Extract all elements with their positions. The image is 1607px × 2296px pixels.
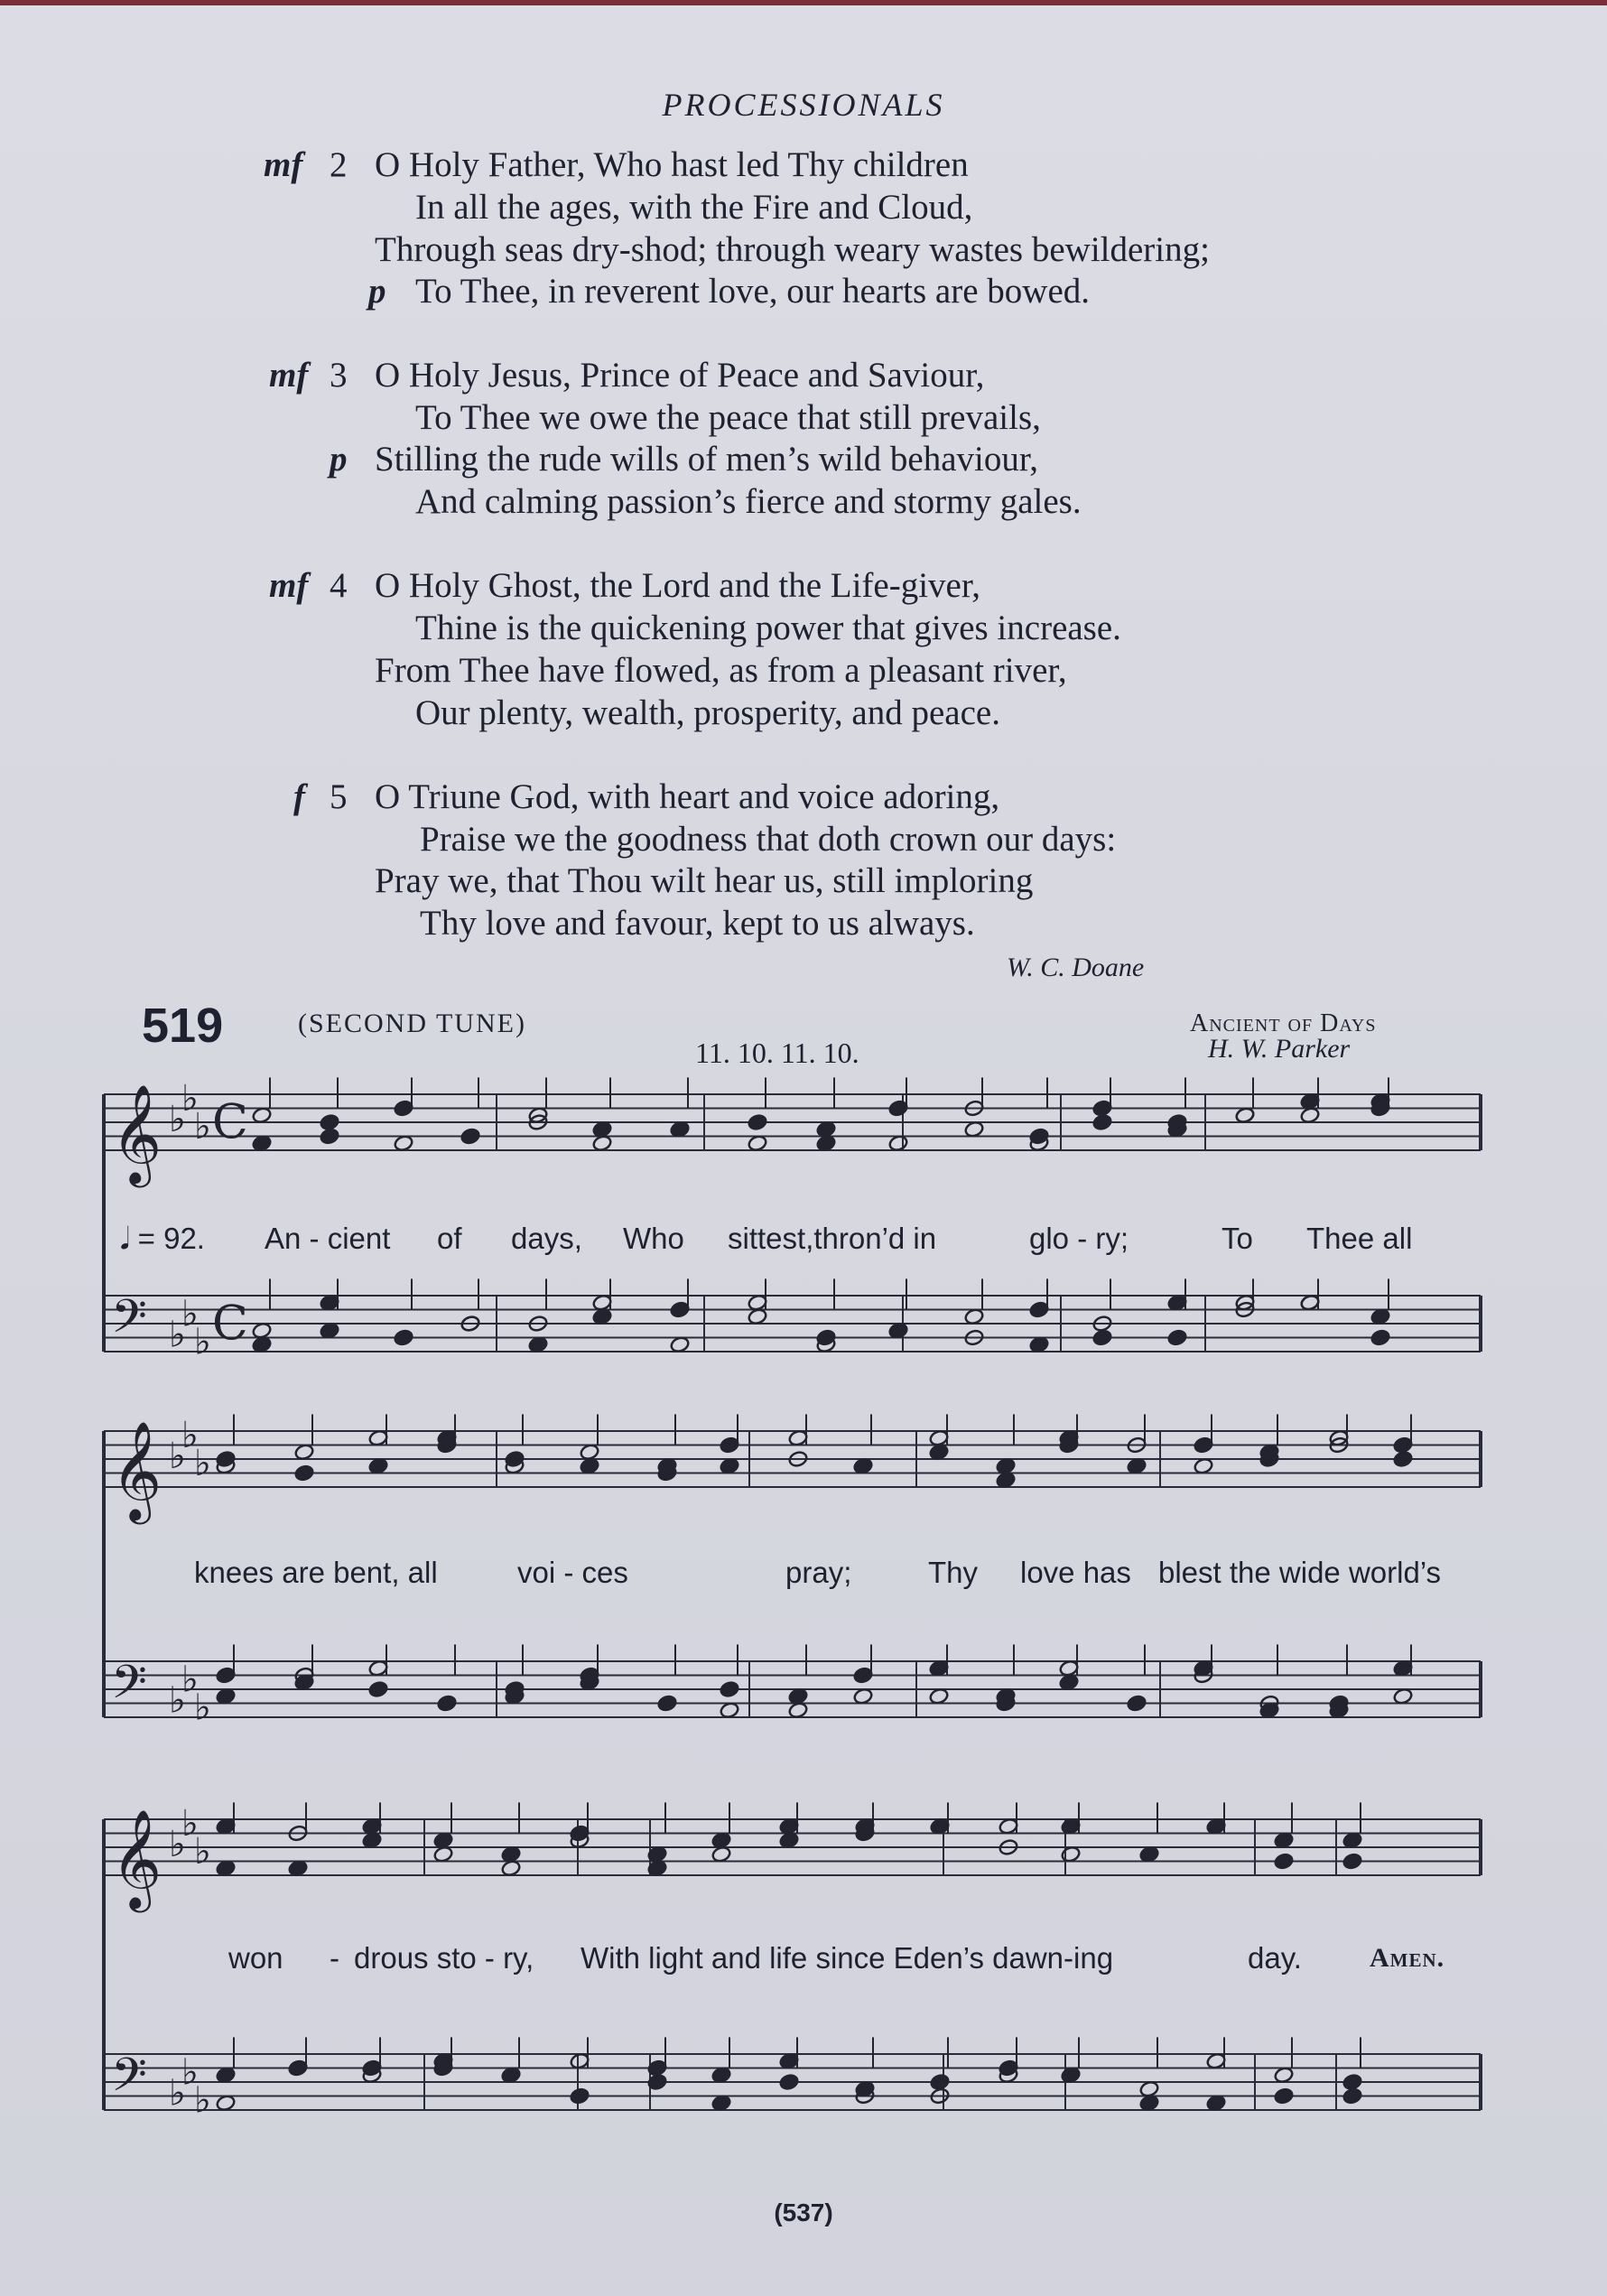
stanza-5-line-2: Praise we the goodness that doth crown our days: (420, 820, 1117, 859)
lyric-syllable: sittest,thron’d in (728, 1222, 937, 1255)
stanza-2-line-4: To Thee, in reverent love, our hearts are bowed. (415, 272, 1090, 311)
stanza-2-line-1: O Holy Father, Who hast led Thy children (375, 145, 969, 184)
flat-sign: ♭ (169, 1314, 186, 1356)
tune-label: (SECOND TUNE) (298, 1009, 526, 1038)
stanza-4-line-3: From Thee have flowed, as from a pleasant river, (375, 651, 1067, 690)
stanza-3-line-3-dynamic: p (330, 440, 348, 479)
stanza-5-number: 5 (330, 777, 348, 816)
stanza-3-dynamic: mf (269, 356, 309, 395)
note-head (394, 1100, 414, 1118)
lyric-syllable: of (437, 1222, 462, 1255)
lyric-syllable: pray; (785, 1556, 852, 1589)
treble-clef: 𝄞 (111, 1084, 163, 1184)
note-head (460, 1128, 481, 1146)
bass-clef: 𝄢 (111, 1654, 147, 1721)
stanza-3-line-2: To Thee we owe the peace that still prevails, (415, 398, 1041, 437)
lyric-syllable: love has (1020, 1556, 1131, 1589)
lyric-syllable: glo - ry; (1029, 1222, 1129, 1255)
flat-sign: ♭ (169, 1679, 186, 1722)
stanza-2-number: 2 (330, 145, 348, 184)
flat-sign: ♭ (169, 1436, 186, 1477)
bass-clef: 𝄢 (111, 1288, 147, 1355)
common-time: C (212, 1297, 248, 1352)
lyric-syllable: won (228, 1941, 283, 1975)
lyric-syllable: Who (623, 1222, 684, 1255)
stanza-3-line-3: Stilling the rude wills of men’s wild behaviour, (375, 440, 1039, 479)
note-head (320, 1128, 340, 1146)
amen-label: Amen. (1370, 1943, 1445, 1973)
flat-sign: ♭ (169, 2072, 186, 2115)
stanza-2-line-4-dynamic: p (368, 272, 386, 311)
stanza-4-dynamic: mf (269, 566, 309, 605)
stanza-5-line-3: Pray we, that Thou wilt hear us, still imploring (375, 861, 1034, 900)
lyric-syllable: drous sto - ry, (354, 1941, 534, 1975)
flat-sign: ♭ (181, 1659, 199, 1701)
note-head (657, 1695, 678, 1713)
note-head (570, 2087, 590, 2105)
note-head (888, 1100, 909, 1118)
stanza-2-line-2: In all the ages, with the Fire and Cloud, (415, 188, 973, 227)
note-head (1274, 2087, 1295, 2105)
flat-sign: ♭ (194, 1105, 211, 1148)
tune-name: Ancient of Days (1190, 1009, 1377, 1037)
stanza-3-line-1: O Holy Jesus, Prince of Peace and Saviour, (375, 356, 985, 395)
flat-sign: ♭ (169, 1099, 186, 1140)
flat-sign: ♭ (194, 1442, 211, 1484)
note-head (720, 1680, 740, 1698)
note-head (1127, 1695, 1147, 1713)
lyric-syllable: voi - ces (517, 1556, 628, 1589)
lyric-syllable: Thee all (1306, 1222, 1413, 1255)
lyric-syllable: day. (1248, 1941, 1302, 1975)
stanza-3-number: 3 (330, 356, 348, 395)
lyric-syllable: To (1222, 1222, 1253, 1255)
treble-clef: 𝄞 (111, 1809, 163, 1909)
note-head (748, 1113, 768, 1131)
note-head (437, 1695, 458, 1713)
flat-sign: ♭ (181, 2051, 199, 2094)
note-head (670, 1301, 691, 1319)
note-head (1393, 1450, 1414, 1468)
stanza-5-line-4: Thy love and favour, kept to us always. (420, 904, 975, 943)
stanza-3-line-4: And calming passion’s fierce and stormy gales. (415, 482, 1082, 521)
running-head: PROCESSIONALS (662, 87, 945, 123)
treble-clef: 𝄞 (111, 1421, 163, 1520)
note-head (1393, 1436, 1414, 1455)
stanza-2-dynamic: mf (264, 145, 303, 184)
lyric-syllable: days, (511, 1222, 582, 1255)
lyric-syllable: - (330, 1941, 339, 1975)
note-head (1370, 1329, 1391, 1347)
note-head (1092, 1329, 1113, 1347)
flat-sign: ♭ (169, 1824, 186, 1865)
flat-sign: ♭ (181, 1293, 199, 1335)
flat-sign: ♭ (181, 1414, 199, 1456)
stanza-2-line-3: Through seas dry-shod; through weary wastes bewildering; (375, 230, 1210, 269)
bass-clef: 𝄢 (111, 2047, 147, 2114)
composer: H. W. Parker (1208, 1034, 1351, 1064)
note-head (720, 1436, 740, 1455)
note-head (1342, 2087, 1363, 2105)
stanza-4-line-4: Our plenty, wealth, prosperity, and peace. (415, 693, 1000, 732)
note-head (294, 1464, 315, 1483)
flat-sign: ♭ (181, 1802, 199, 1845)
flat-sign: ♭ (194, 1687, 211, 1729)
note-head (1029, 1301, 1050, 1319)
stanza-5-dynamic: f (293, 777, 305, 816)
lyric-syllable: With light and life since Eden’s dawn-ing (581, 1941, 1114, 1975)
note-head (1342, 2073, 1363, 2091)
stanza-4-line-2: Thine is the quickening power that gives increase. (415, 609, 1121, 647)
lyric-syllable: blest the wide world’s (1158, 1556, 1442, 1589)
flat-sign: ♭ (181, 1077, 199, 1120)
note-head (1092, 1113, 1113, 1131)
note-head (1194, 1436, 1214, 1455)
lyric-syllable: An - cient (265, 1222, 391, 1255)
stanza-4-line-1: O Holy Ghost, the Lord and the Life-giver, (375, 566, 981, 605)
note-head (1342, 1853, 1363, 1871)
flat-sign: ♭ (194, 2079, 211, 2122)
note-head (853, 1667, 874, 1685)
note-head (1274, 1853, 1295, 1871)
note-head (1092, 1100, 1113, 1118)
stanza-4-number: 4 (330, 566, 348, 605)
flat-sign: ♭ (194, 1321, 211, 1363)
tempo-marking: 𝅘𝅥 = 92. (120, 1222, 205, 1255)
hymn-meter: 11. 10. 11. 10. (695, 1036, 859, 1069)
flat-sign: ♭ (194, 1830, 211, 1873)
hymn-number: 519 (142, 999, 224, 1053)
note-head (368, 1680, 389, 1698)
lyric-syllable: knees are bent, all (194, 1556, 438, 1589)
page-number: (537) (774, 2198, 833, 2226)
note-head (394, 1329, 414, 1347)
note-head (779, 2073, 800, 2091)
note-head (1167, 1329, 1188, 1347)
common-time: C (212, 1095, 248, 1150)
note-head (930, 2073, 951, 2091)
lyric-syllable: Thy (928, 1556, 979, 1589)
stanza-5-line-1: O Triune God, with heart and voice adoring, (375, 777, 1000, 816)
author-attribution: W. C. Doane (1007, 953, 1145, 982)
note-head (320, 1113, 340, 1131)
note-head (216, 1667, 237, 1685)
